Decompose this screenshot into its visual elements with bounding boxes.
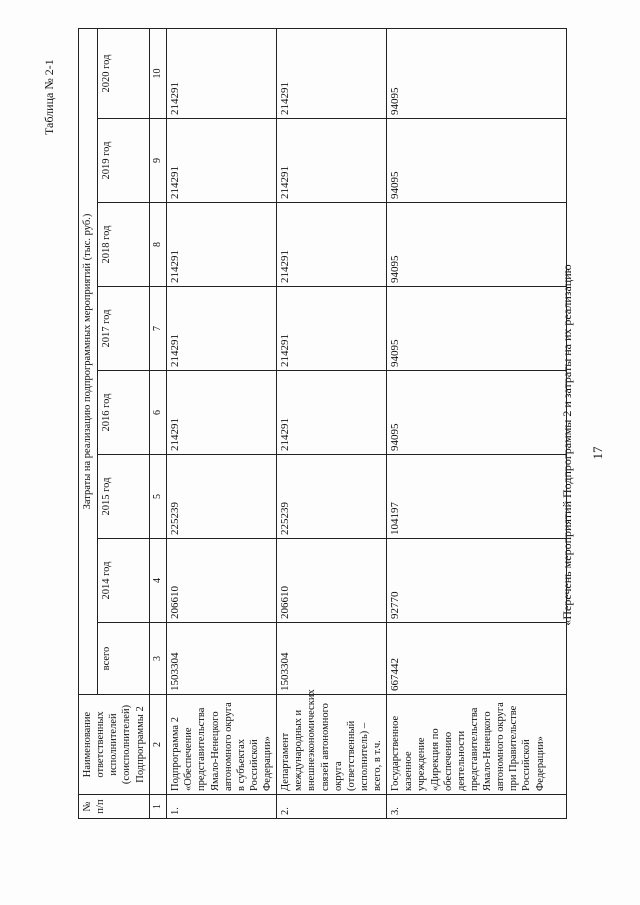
header-year-2015: 2015 год bbox=[97, 455, 149, 539]
row-year-value: 214291 bbox=[167, 287, 277, 371]
row-total: 667442 bbox=[387, 623, 567, 695]
row-year-value: 214291 bbox=[167, 203, 277, 287]
column-number-row bbox=[149, 29, 167, 819]
table-row bbox=[167, 29, 277, 819]
row-year-value: 92770 bbox=[387, 539, 567, 623]
header-total: всего bbox=[97, 623, 149, 695]
row-year-value: 94095 bbox=[387, 119, 567, 203]
row-year-value: 214291 bbox=[277, 287, 387, 371]
row-num: 1. bbox=[167, 795, 277, 819]
header-year-2020: 2020 год bbox=[97, 29, 149, 119]
header-num: № п/п bbox=[79, 795, 150, 819]
costs-table bbox=[78, 28, 567, 819]
row-year-value: 214291 bbox=[277, 371, 387, 455]
row-year-value: 94095 bbox=[387, 203, 567, 287]
row-year-value: 214291 bbox=[167, 371, 277, 455]
row-year-value: 214291 bbox=[277, 119, 387, 203]
row-year-value: 94095 bbox=[387, 287, 567, 371]
column-number: 9 bbox=[149, 119, 167, 203]
column-number: 2 bbox=[149, 695, 167, 795]
header-costs-group: Затраты на реализацию подпрограммных мероприятий (тыс. руб.) bbox=[79, 29, 98, 695]
row-num: 3. bbox=[387, 795, 567, 819]
row-year-value: 225239 bbox=[277, 455, 387, 539]
header-row-top bbox=[79, 29, 98, 819]
row-year-value: 214291 bbox=[167, 29, 277, 119]
column-number: 3 bbox=[149, 623, 167, 695]
row-year-value: 94095 bbox=[387, 371, 567, 455]
column-number: 6 bbox=[149, 371, 167, 455]
column-number: 8 bbox=[149, 203, 167, 287]
column-number: 1 bbox=[149, 795, 167, 819]
row-num: 2. bbox=[277, 795, 387, 819]
row-total: 1503304 bbox=[167, 623, 277, 695]
header-year-2018: 2018 год bbox=[97, 203, 149, 287]
row-total: 1503304 bbox=[277, 623, 387, 695]
row-year-value: 206610 bbox=[277, 539, 387, 623]
row-name: Департамент международных и внешнеэкономических связей автономного округа (ответственный исполнитель) – всего, в т.ч. bbox=[277, 695, 387, 795]
row-name: Подпрограмма 2 «Обеспечение представительства Ямало-Ненецкого автономного округа в субъектах Российской Федерации» bbox=[167, 695, 277, 795]
table-label: Таблица № 2-1 bbox=[42, 59, 56, 135]
header-year-2014: 2014 год bbox=[97, 539, 149, 623]
row-year-value: 225239 bbox=[167, 455, 277, 539]
header-year-2019: 2019 год bbox=[97, 119, 149, 203]
row-year-value: 214291 bbox=[277, 29, 387, 119]
column-number: 10 bbox=[149, 29, 167, 119]
row-year-value: 206610 bbox=[167, 539, 277, 623]
column-number: 4 bbox=[149, 539, 167, 623]
header-name: Наименование ответственных исполнителей (соисполнителей) Подпрограммы 2 bbox=[79, 695, 150, 795]
table-row bbox=[387, 29, 567, 819]
document-title: «Перечень мероприятий Подпрограммы 2 и затраты на их реализацию bbox=[560, 264, 574, 626]
header-year-2016: 2016 год bbox=[97, 371, 149, 455]
column-number: 5 bbox=[149, 455, 167, 539]
row-year-value: 214291 bbox=[277, 203, 387, 287]
page-number: 17 bbox=[590, 446, 605, 460]
header-year-2017: 2017 год bbox=[97, 287, 149, 371]
column-number: 7 bbox=[149, 287, 167, 371]
table-row bbox=[277, 29, 387, 819]
row-year-value: 214291 bbox=[167, 119, 277, 203]
row-name: Государственное казенное учреждение «Дирекция по обеспечению деятельности представительства Ямало-Ненецкого автономного округа при Правительстве Российской Федерации» bbox=[387, 695, 567, 795]
row-year-value: 94095 bbox=[387, 29, 567, 119]
row-year-value: 104197 bbox=[387, 455, 567, 539]
